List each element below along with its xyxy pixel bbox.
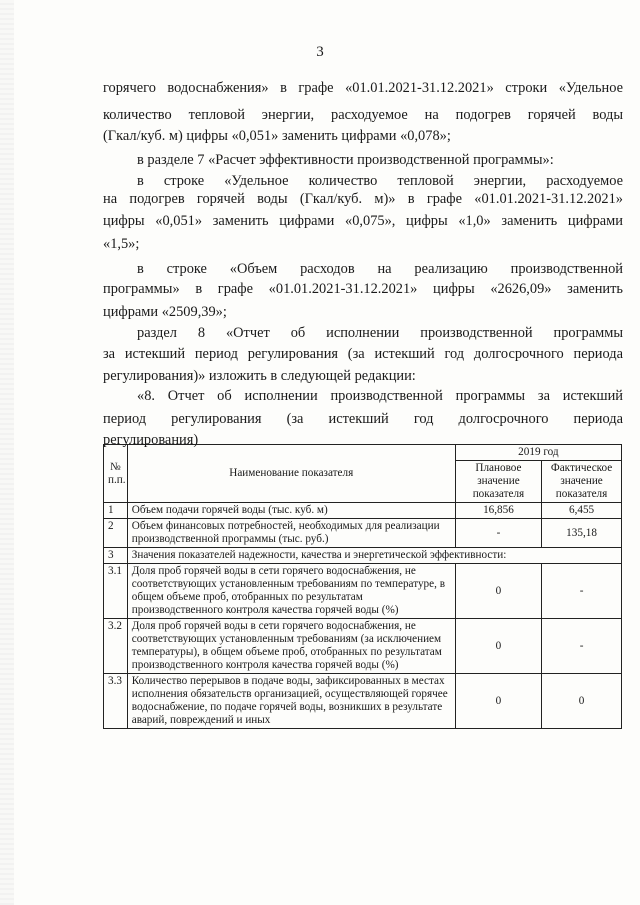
header-num: № п.п. xyxy=(104,445,128,503)
row-plan: 16,856 xyxy=(455,503,541,519)
paragraph-line: программы» в графе «01.01.2021-31.12.2021» цифры «2626,09» заменить xyxy=(103,281,623,297)
paragraph-line: (Гкал/куб. м) цифры «0,051» заменить цифрами «0,078»; xyxy=(103,128,451,144)
row-num: 2 xyxy=(104,519,128,548)
table-row xyxy=(104,548,622,564)
paragraph-line: «1,5»; xyxy=(103,236,140,252)
row-num: 1 xyxy=(104,503,128,519)
paragraph-line: на подогрев горячей воды (Гкал/куб. м)» в графе «01.01.2021-31.12.2021» xyxy=(103,191,623,207)
table-row xyxy=(104,519,622,548)
paragraph-line: в строке «Объем расходов на реализацию производственной xyxy=(137,261,623,277)
table-row xyxy=(104,503,622,519)
row-num: 3.3 xyxy=(104,674,128,729)
row-plan: 0 xyxy=(455,674,541,729)
row-num: 3.1 xyxy=(104,564,128,619)
row-fact: - xyxy=(542,564,622,619)
header-year: 2019 год xyxy=(455,445,621,461)
header-name: Наименование показателя xyxy=(127,445,455,503)
table-row xyxy=(104,619,622,674)
paragraph-line: количество тепловой энергии, расходуемое на подогрев горячей воды xyxy=(103,107,623,123)
row-plan: - xyxy=(455,519,541,548)
paragraph-line: цифры «0,051» заменить цифрами «0,075», цифры «1,0» заменить цифрами xyxy=(103,213,623,229)
row-name: Доля проб горячей воды в сети горячего водоснабжения, не соответствующих установленным требованиям по температуре, в общем объеме проб, отобранных по результатам производственного контроля качества горячей воды (%) xyxy=(127,564,455,619)
row-fact: 0 xyxy=(542,674,622,729)
report-table xyxy=(103,444,622,729)
scan-edge xyxy=(0,0,14,905)
row-plan: 0 xyxy=(455,564,541,619)
paragraph-line: в разделе 7 «Расчет эффективности производственной программы»: xyxy=(137,152,554,168)
row-name: Объем финансовых потребностей, необходимых для реализации производственной программы (тыс. руб.) xyxy=(127,519,455,548)
row-name: Количество перерывов в подаче воды, зафиксированных в местах исполнения обязательств организацией, осуществляющей горячее водоснабжение, по подаче горячей воды, возникших в результате аварий, повреждений и иных xyxy=(127,674,455,729)
row-name: Объем подачи горячей воды (тыс. куб. м) xyxy=(127,503,455,519)
paragraph-line: в строке «Удельное количество тепловой энергии, расходуемое xyxy=(137,173,623,189)
row-name: Значения показателей надежности, качества и энергетической эффективности: xyxy=(127,548,621,564)
table-row xyxy=(104,674,622,729)
header-fact: Фактическое значение показателя xyxy=(542,461,622,503)
paragraph-line: регулирования) xyxy=(103,432,199,448)
row-fact: 135,18 xyxy=(542,519,622,548)
row-fact: - xyxy=(542,619,622,674)
paragraph-line: горячего водоснабжения» в графе «01.01.2021-31.12.2021» строки «Удельное xyxy=(103,80,623,96)
header-plan: Плановое значение показателя xyxy=(455,461,541,503)
row-num: 3.2 xyxy=(104,619,128,674)
row-name: Доля проб горячей воды в сети горячего водоснабжения, не соответствующих установленным требованиям (за исключением температуры), в общем объеме проб, отобранных по результатам производственного контроля качества горячей воды (%) xyxy=(127,619,455,674)
paragraph-line: «8. Отчет об исполнении производственной программы за истекший xyxy=(137,388,623,404)
table-row xyxy=(104,564,622,619)
paragraph-line: период регулирования (за истекший год долгосрочного периода xyxy=(103,411,623,427)
paragraph-line: регулирования)» изложить в следующей редакции: xyxy=(103,368,416,384)
paragraph-line: раздел 8 «Отчет об исполнении производственной программы xyxy=(137,325,623,341)
page-number: 3 xyxy=(316,44,324,60)
paragraph-line: цифрами «2509,39»; xyxy=(103,304,227,320)
row-plan: 0 xyxy=(455,619,541,674)
row-num: 3 xyxy=(104,548,128,564)
table-header-row xyxy=(104,445,622,461)
row-fact: 6,455 xyxy=(542,503,622,519)
paragraph-line: за истекший период регулирования (за истекший год долгосрочного периода xyxy=(103,346,623,362)
